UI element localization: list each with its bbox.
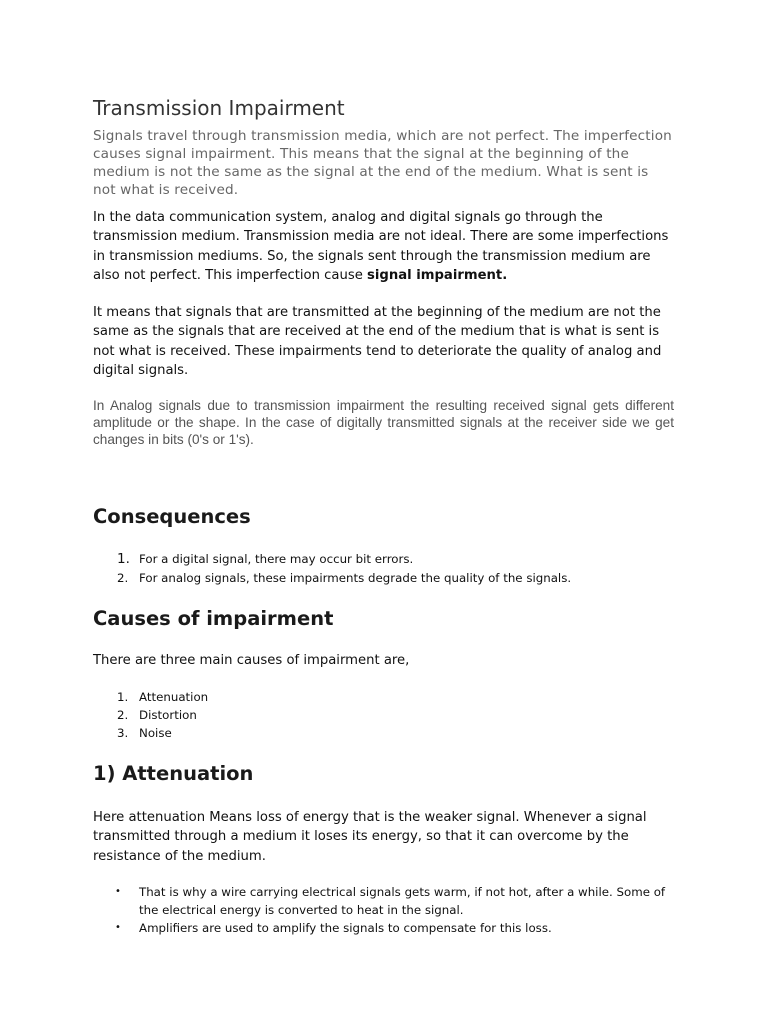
list-item-text: For analog signals, these impairments degrade the quality of the signals. [139, 571, 572, 585]
list-item-number: 1. [117, 551, 130, 567]
list-item-text: Distortion [139, 708, 197, 722]
paragraph-2: It means that signals that are transmitted at the beginning of the medium are not the same as the signals that are received at the end of the medium that is what is sent is not what is received. These impairments tend to deteriorate the quality of analog and digital signals. [93, 305, 662, 378]
list-item-text: For a digital signal, there may occur bit errors. [139, 552, 414, 566]
attenuation-heading: 1) Attenuation [93, 762, 254, 785]
list-item [93, 550, 571, 569]
bullet-icon: • [115, 922, 121, 933]
list-item-text: That is why a wire carrying electrical signals gets warm, if not hot, after a while. Some of the electrical energy is converted to heat in the signal. [139, 885, 666, 917]
list-item-text: Amplifiers are used to amplify the signals to compensate for this loss. [139, 921, 552, 935]
page-title: Transmission Impairment [93, 96, 345, 120]
list-item [93, 883, 678, 919]
list-item [93, 919, 678, 937]
paragraph-1 [93, 208, 678, 285]
list-item [93, 569, 571, 588]
consequences-heading: Consequences [93, 505, 251, 528]
intro-paragraph: Signals travel through transmission media, which are not perfect. The imperfection causes signal impairment. This means that the signal at the beginning of the medium is not the same as the signal at the end of the medium. What is sent is not what is received. [93, 128, 672, 198]
paragraph-1-text: In the data communication system, analog and digital signals go through the transmission medium. Transmission media are not ideal. There are some imperfections in transmission mediums. So, the signals sent through the transmission medium are also not perfect. This imperfection cause [93, 210, 669, 283]
causes-list [93, 688, 208, 742]
list-item [93, 706, 208, 724]
causes-intro: There are three main causes of impairment are, [93, 653, 410, 668]
list-item-number: 1. [117, 690, 129, 704]
list-item [93, 724, 208, 742]
paragraph-3: In Analog signals due to transmission impairment the resulting received signal gets different amplitude or the shape. In the case of digitally transmitted signals at the receiver side we get changes in bits (0's or 1's). [93, 398, 674, 447]
consequences-list [93, 550, 571, 588]
bullet-icon: • [115, 886, 121, 897]
list-item-number: 2. [117, 708, 129, 722]
paragraph-1-bold: signal impairment. [367, 267, 508, 283]
attenuation-paragraph: Here attenuation Means loss of energy that is the weaker signal. Whenever a signal transmitted through a medium it loses its energy, so that it can overcome by the resistance of the medium. [93, 810, 647, 864]
list-item [93, 688, 208, 706]
list-item-text: Attenuation [139, 690, 209, 704]
causes-heading: Causes of impairment [93, 607, 334, 630]
list-item-number: 3. [117, 726, 129, 740]
list-item-number: 2. [117, 571, 129, 585]
list-item-text: Noise [139, 726, 172, 740]
attenuation-bullets [93, 883, 678, 937]
